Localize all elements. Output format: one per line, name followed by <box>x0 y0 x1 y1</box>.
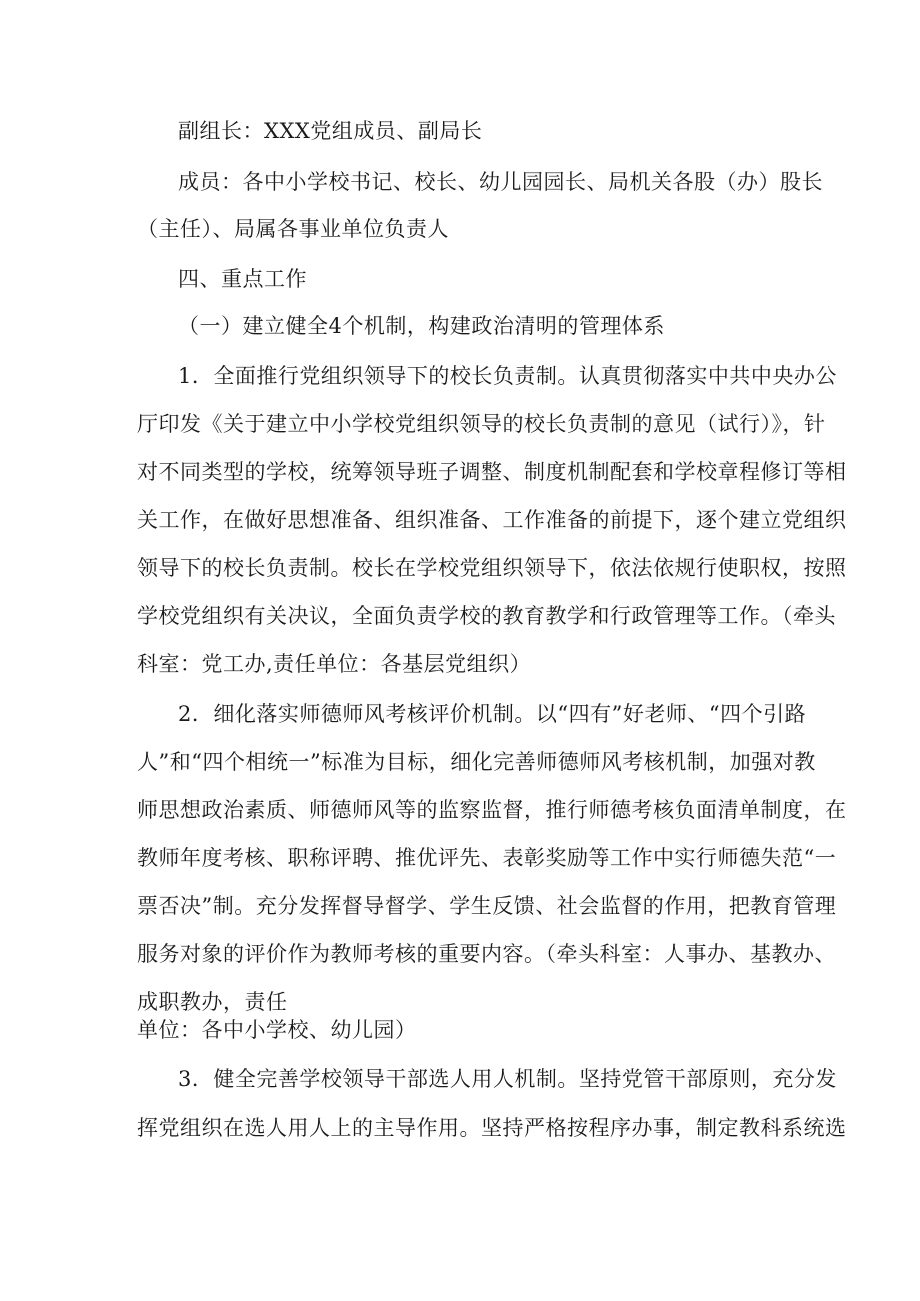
paragraph-2-line-7: 成职教办，责任 <box>137 990 288 1014</box>
section-heading-key-work: 四、重点工作 <box>178 267 307 291</box>
paragraph-1-line-1: 1．全面推行党组织领导下的校长负责制。认真贯彻落实中共中央办公 <box>178 364 837 388</box>
paragraph-2-line-5: 票否决”制。充分发挥督导督学、学生反馈、社会监督的作用，把教育管理 <box>137 894 837 918</box>
paragraph-2-line-8: 单位：各中小学校、幼儿园） <box>137 1018 417 1042</box>
text-line-members: 成员：各中小学校书记、校长、幼儿园园长、局机关各股（办）股长 <box>178 170 823 194</box>
paragraph-1-line-3: 对不同类型的学校，统筹领导班子调整、制度机制配套和学校章程修订等相 <box>137 460 847 484</box>
paragraph-3-line-1: 3．健全完善学校领导干部选人用人机制。坚持党管干部原则，充分发 <box>178 1067 837 1091</box>
paragraph-2-line-1: 2．细化落实师德师风考核评价机制。以“四有”好老师、“四个引路 <box>178 702 807 726</box>
paragraph-2-line-6: 服务对象的评价作为教师考核的重要内容。（牵头科室：人事办、基教办、 <box>137 942 836 966</box>
paragraph-1-line-6: 学校党组织有关决议，全面负责学校的教育教学和行政管理等工作。（牵头 <box>137 604 836 628</box>
text-line-members-cont: （主任）、局属各事业单位负责人 <box>137 217 449 241</box>
subsection-heading-mechanisms: （一）建立健全4个机制，构建政治清明的管理体系 <box>178 314 665 338</box>
paragraph-2-line-3: 师思想政治素质、师德师风等的监察监督，推行师德考核负面清单制度，在 <box>137 798 847 822</box>
paragraph-1-line-7: 科室：党工办,责任单位：各基层党组织） <box>137 652 532 676</box>
paragraph-1-line-2: 厅印发《关于建立中小学校党组织领导的校长负责制的意见（试行）》，针 <box>137 412 826 436</box>
paragraph-1-line-5: 领导下的校长负责制。校长在学校党组织领导下，依法依规行使职权，按照 <box>137 556 847 580</box>
paragraph-2-line-2: 人”和“四个相统一”标准为目标，细化完善师德师风考核机制，加强对教 <box>137 750 816 774</box>
paragraph-2-line-4: 教师年度考核、职称评聘、推优评先、表彰奖励等工作中实行师德失范“一 <box>137 846 837 870</box>
paragraph-1-line-4: 关工作，在做好思想准备、组织准备、工作准备的前提下，逐个建立党组织 <box>137 508 847 532</box>
text-line-deputy-leader: 副组长：XXX党组成员、副局长 <box>178 119 483 143</box>
paragraph-3-line-2: 挥党组织在选人用人上的主导作用。坚持严格按程序办事，制定教科系统选 <box>137 1116 847 1140</box>
